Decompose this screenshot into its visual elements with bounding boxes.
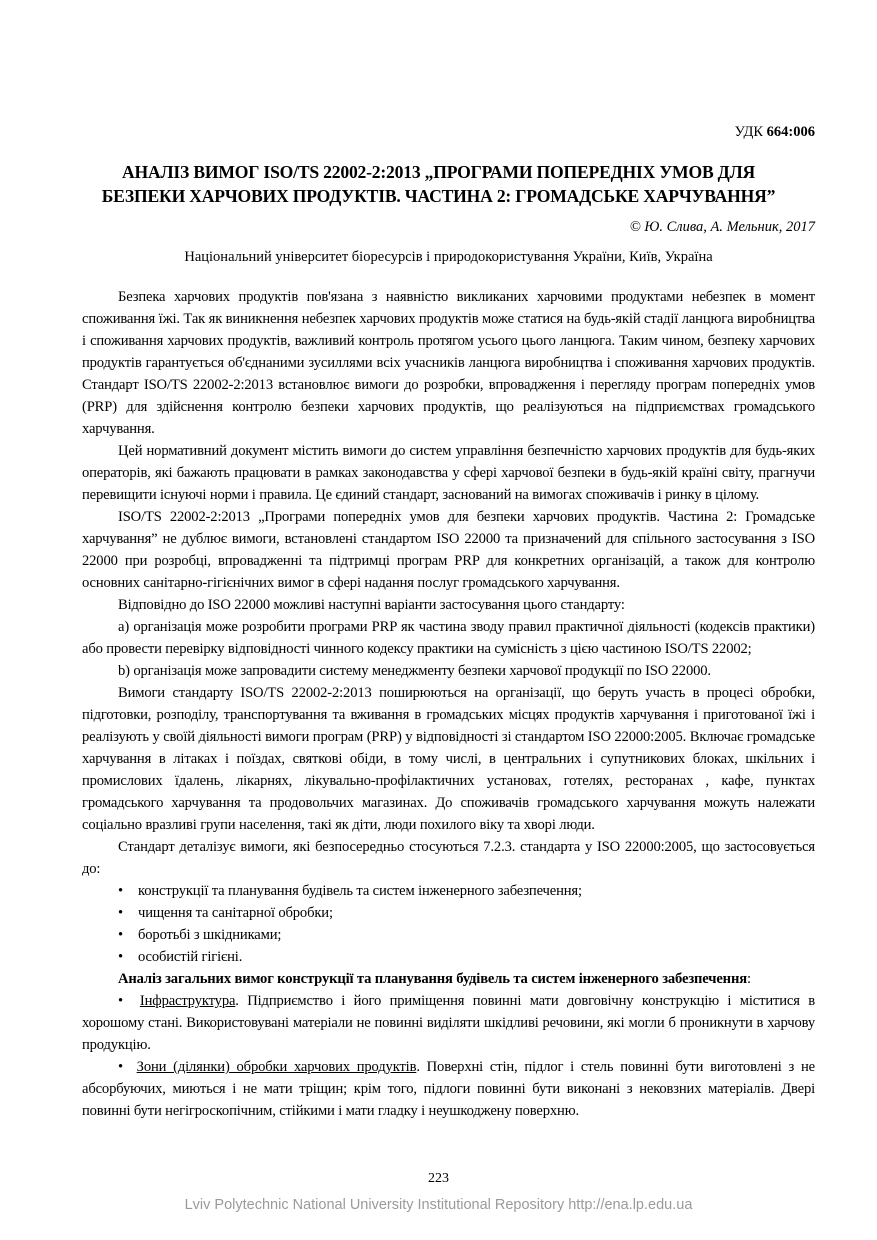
paragraph: b) організація може запровадити систему менеджменту безпеки харчової продукції по ISO 22000.: [118, 663, 711, 679]
paragraph: ISO/TS 22002-2:2013 „Програми попередніх умов для безпеки харчових продуктів. Частина 2: Громадське харчування” не дублює вимоги, встановлені стандартом ISO 22000 та призначений для спільного застосування з ISO 22000 при розробці, впровадженні та підтримці програм PRP для конкретних організацій, а також для контролю основних санітарно-гігієнічних вимог в сфері надання послуг громадського харчування.: [82, 509, 815, 591]
affiliation: Національний університет біоресурсів і природокористування України, Київ, Україна: [184, 249, 713, 265]
paragraph: Безпека харчових продуктів пов'язана з наявністю викликаних харчовими продуктами небезпек в момент споживання їжі. Так як виникнення небезпек харчових продуктів може статися на будь-якій стадії ланцюга виробництва і споживання харчових продуктів, важливий контроль протягом усього цього ланцюга. Таким чином, безпеку харчових продуктів гарантується об'єднаними зусиллями всіх учасників ланцюга виробництва і споживання харчових продуктів. Стандарт ISO/TS 22002-2:2013 встановлює вимоги до розробки, впровадження і перегляду програм попередніх умов (PRP) для здійснення контролю безпеки харчових продуктів, що реалізуються на підприємствах громадського харчування.: [82, 289, 815, 437]
section-heading: [82, 968, 815, 990]
bullet-icon: •: [118, 993, 140, 1009]
section-heading-colon: :: [746, 971, 751, 987]
udk-number: 664:006: [766, 124, 815, 140]
article-body: [82, 286, 815, 1122]
bullet-item: [82, 924, 815, 946]
paragraph: Відповідно до ISO 22000 можливі наступні варіанти застосування цього стандарту:: [118, 597, 625, 613]
paragraph-processing-zones: [82, 1056, 815, 1122]
bullet-icon: •: [118, 949, 123, 965]
page-number: 223: [428, 1171, 449, 1186]
term-infrastructure: Інфраструктура: [139, 993, 236, 1009]
term-processing-zones: Зони (ділянки) обробки харчових продуктів: [136, 1059, 417, 1075]
paragraph: Цей нормативний документ містить вимоги до систем управління безпечністю харчових продуктів для будь-яких операторів, які бажають працювати в рамках законодавства у сфері харчової безпеки в будь-якій країні світу, прагнучи перевищити існуючі норми і правила. Це єдиний стандарт, заснований на вимогах споживачів і ринку в цілому.: [82, 443, 815, 503]
repository-footer: Lviv Polytechnic National University Institutional Repository http://ena.lp.edu.ua: [184, 1197, 693, 1213]
udk-label: УДК: [734, 124, 764, 140]
bullet-text: чищення та санітарної обробки;: [138, 905, 333, 921]
paragraph: Вимоги стандарту ISO/TS 22002-2:2013 поширюються на організації, що беруть участь в процесі обробки, підготовки, розподілу, транспортування та вживання в громадських місцях продуктів харчування і приготованої їжі і реалізують у своїй діяльності вимоги програм (PRP) у відповідності зі стандартом ISO 22000:2005. Включає громадське харчування в літаках і поїздах, святкові обіди, в тому числі, в центральних і супутникових блоках, шкільних і промислових їдалень, лікарнях, лікувально-профілактичних установах, готелях, ресторанах , кафе, пунктах громадського харчування та продовольчих магазинах. До споживачів громадського харчування можуть належати соціально вразливі групи населення, такі як діти, люди похилого віку та хворі люди.: [82, 685, 815, 833]
article-title: [60, 160, 817, 208]
bullet-item: [82, 946, 815, 968]
paragraph-infrastructure: [82, 990, 815, 1056]
bullet-item: [82, 880, 815, 902]
title-line-1: АНАЛІЗ ВИМОГ ISO/TS 22002-2:2013 „ПРОГРАМИ ПОПЕРЕДНІХ УМОВ ДЛЯ: [121, 162, 755, 182]
paragraph: Стандарт деталізує вимоги, які безпосередньо стосуються 7.2.3. стандарта у ISO 22000:2005, що застосовується до:: [82, 839, 815, 877]
bullet-icon: •: [118, 927, 123, 943]
paragraph: а) організація може розробити програми PRP як частина зводу правил практичної діяльності (кодексів практики) або провести перевірку відповідності чинного кодексу практики на сумісність з цією частиною ISO/TS 22002;: [82, 619, 815, 657]
bullet-text: конструкції та планування будівель та систем інженерного забезпечення;: [138, 883, 582, 899]
section-heading-text: Аналіз загальних вимог конструкції та планування будівель та систем інженерного забезпечення: [118, 971, 747, 987]
title-line-2: БЕЗПЕКИ ХАРЧОВИХ ПРОДУКТІВ. ЧАСТИНА 2: ГРОМАДСЬКЕ ХАРЧУВАННЯ”: [101, 186, 776, 206]
copyright-authors: © Ю. Слива, А. Мельник, 2017: [629, 219, 815, 235]
bullet-icon: •: [118, 883, 123, 899]
bullet-text: боротьбі з шкідниками;: [138, 927, 282, 943]
bullet-icon: •: [118, 1059, 137, 1075]
paragraph-text: . Поверхні стін, підлог і стель повинні бути виготовлені з не абсорбуючих, миються і не мати тріщин; крім того, підлоги повинні бути виконані з нековзних матеріалів. Двері повинні бути негігроскопічним, стійкими і мати гладку і неушкоджену поверхню.: [82, 1059, 815, 1119]
bullet-item: [82, 902, 815, 924]
bullet-icon: •: [118, 905, 123, 921]
paragraph-text: . Підприємство і його приміщення повинні мати довговічну конструкцію і міститися в хорошому стані. Використовувані матеріали не повинні виділяти шкідливі речовини, які могли б проникнути в харчову продукцію.: [82, 993, 815, 1053]
bullet-text: особистій гігієні.: [138, 949, 243, 965]
udk-code: [735, 124, 815, 141]
